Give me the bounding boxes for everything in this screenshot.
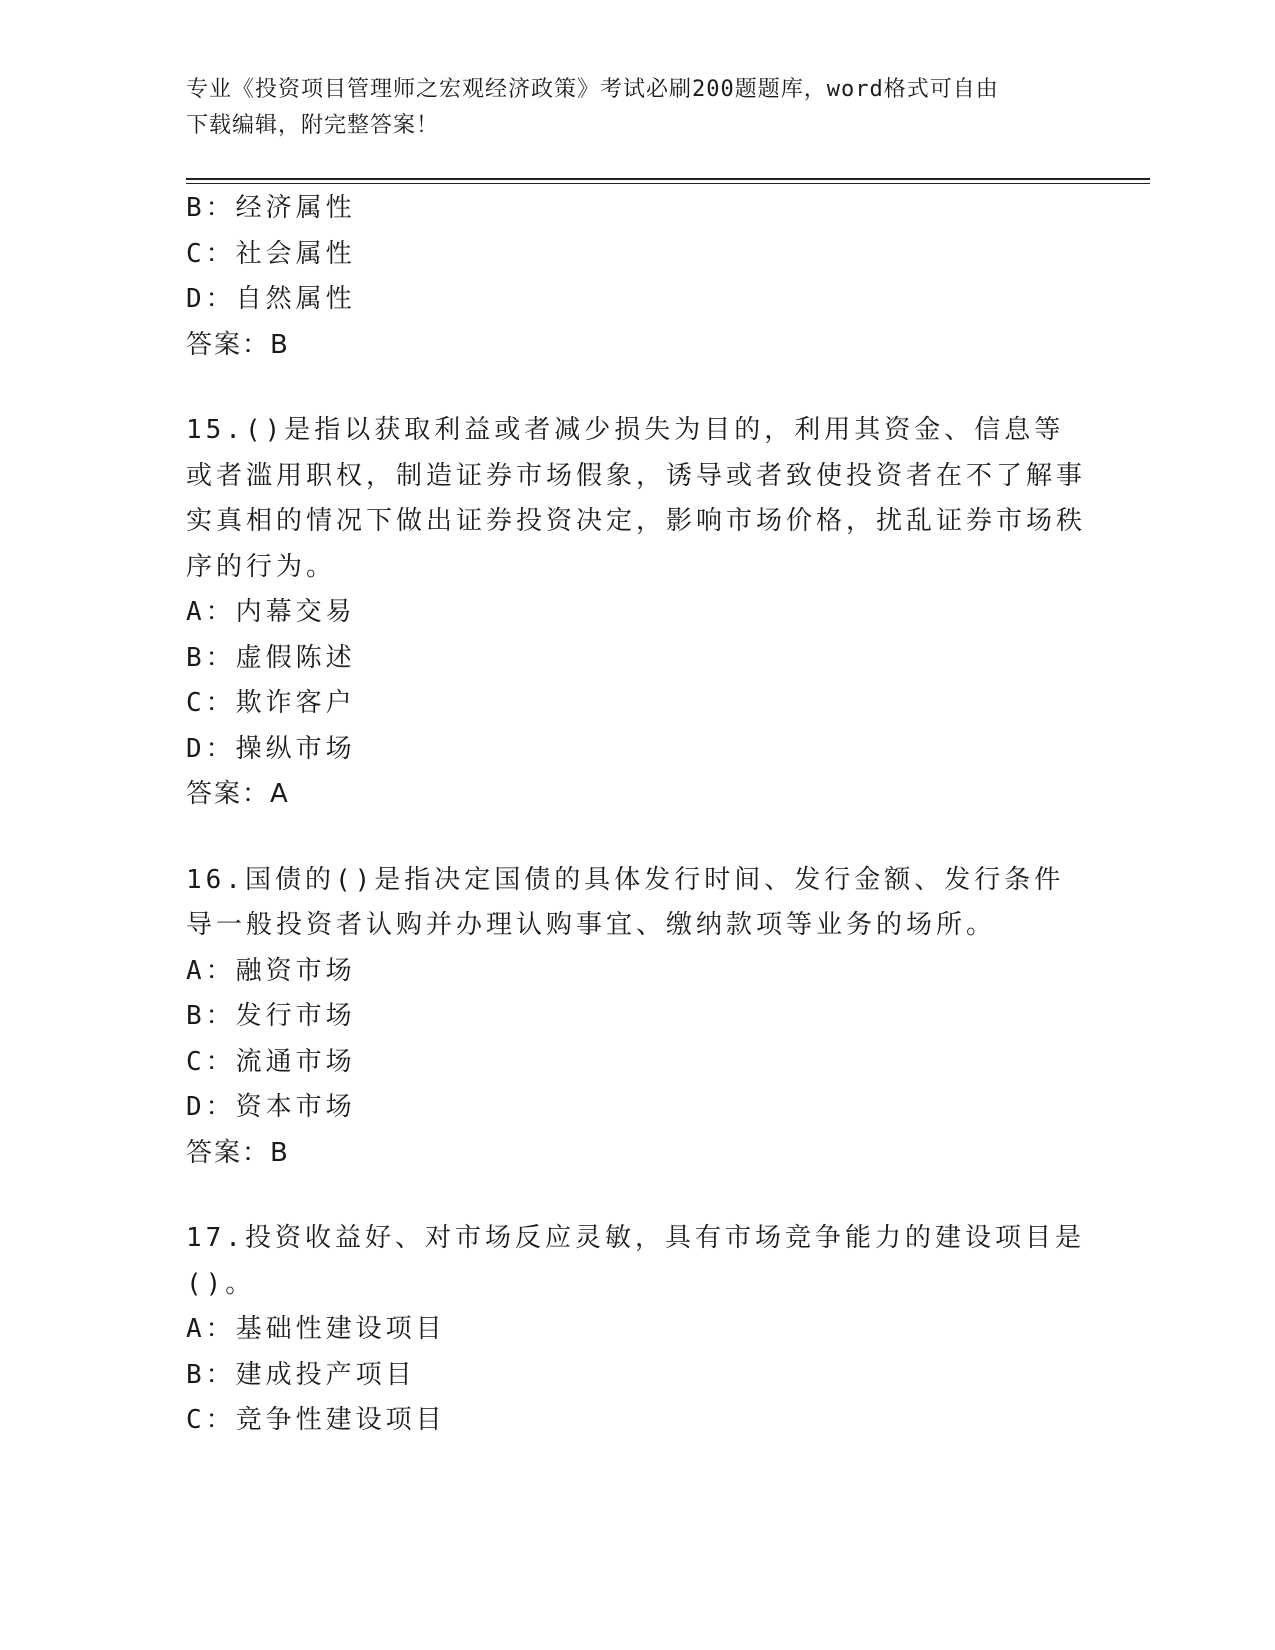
question-stem (186, 858, 1086, 949)
question-stem (186, 1216, 1086, 1307)
answer-line: 答案：A (186, 779, 290, 809)
option-b: B：建成投产项目 (186, 1359, 416, 1390)
option-b: B：经济属性 (186, 193, 356, 223)
stem-line: 序的行为。 (186, 551, 337, 582)
question-17 (186, 1216, 1086, 1444)
option-b: B：虚假陈述 (186, 642, 356, 673)
question-stem (186, 408, 1086, 590)
option-c: C：欺诈客户 (186, 688, 356, 718)
option-d: D：自然属性 (186, 284, 356, 314)
header-rule-thick (186, 178, 1150, 180)
header-line-1: 专业《投资项目管理师之宏观经济政策》考试必刷200题题库，word格式可自由 (186, 77, 999, 102)
option-c: C：社会属性 (186, 238, 356, 269)
stem-line: 16.国债的()是指决定国债的具体发行时间、发行金额、发行条件 (186, 864, 1065, 895)
document-body (186, 186, 1086, 1444)
stem-line: 15.()是指以获取利益或者减少损失为目的，利用其资金、信息等 (186, 415, 1065, 445)
header-line-2: 下载编辑，附完整答案！ (186, 113, 440, 138)
option-d: D：操纵市场 (186, 733, 356, 764)
prev-question-tail (186, 186, 1086, 368)
option-a: A：基础性建设项目 (186, 1314, 446, 1344)
answer-line: 答案：B (186, 329, 290, 360)
stem-line: ()。 (186, 1268, 256, 1299)
option-b: B：发行市场 (186, 1001, 356, 1031)
header-rule-thin (186, 183, 1150, 184)
stem-line: 17.投资收益好、对市场反应灵敏，具有市场竞争能力的建设项目是 (186, 1223, 1085, 1253)
stem-line: 导一般投资者认购并办理认购事宜、缴纳款项等业务的场所。 (186, 910, 997, 940)
question-15 (186, 408, 1086, 818)
stem-line: 实真相的情况下做出证券投资决定，影响市场价格，扰乱证券市场秩 (186, 506, 1086, 536)
option-c: C：竞争性建设项目 (186, 1405, 446, 1435)
option-c: C：流通市场 (186, 1046, 356, 1077)
page-header (186, 72, 1066, 144)
option-a: A：融资市场 (186, 955, 356, 986)
answer-line: 答案：B (186, 1137, 290, 1168)
question-16 (186, 858, 1086, 1177)
stem-line: 或者滥用职权，制造证券市场假象，诱导或者致使投资者在不了解事 (186, 460, 1086, 491)
option-d: D：资本市场 (186, 1092, 356, 1122)
option-a: A：内幕交易 (186, 597, 356, 627)
